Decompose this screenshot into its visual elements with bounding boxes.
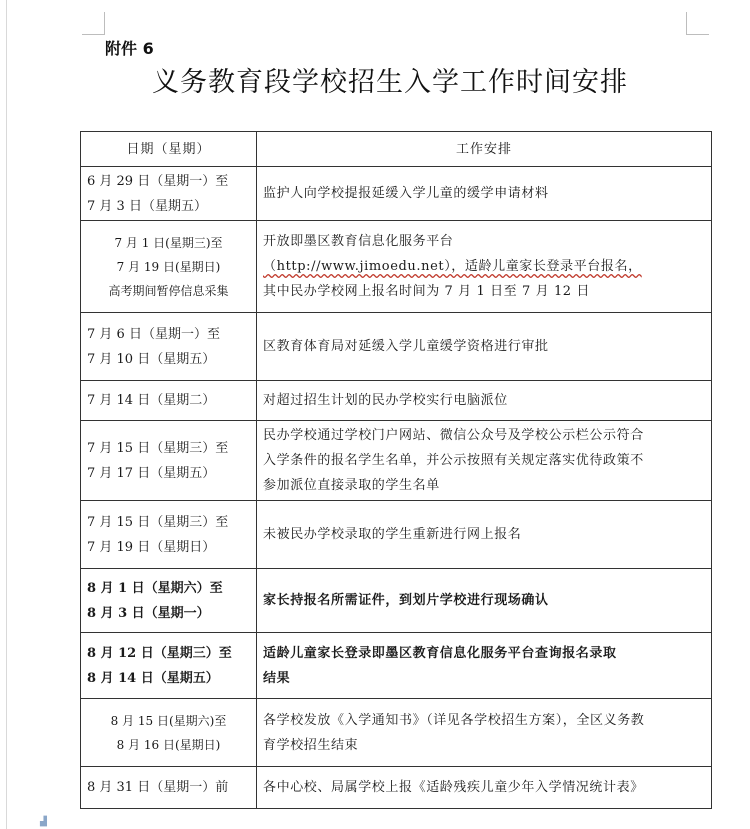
date-line: 7 月 6 日（星期一）至 [87, 326, 220, 342]
table-row [81, 767, 712, 809]
table-row [81, 501, 712, 569]
task-line: 入学条件的报名学生名单，并公示按照有关规定落实优待政策不 [263, 453, 644, 468]
task-cell [257, 699, 712, 767]
date-line: 8 月 31 日（星期一）前 [87, 780, 229, 795]
date-line: 8 月 1 日（星期六）至 [87, 580, 223, 596]
date-cell [81, 501, 257, 569]
table-row [81, 167, 712, 221]
date-line: 8 月 14 日（星期五） [87, 670, 219, 686]
column-header-date: 日期（星期） [81, 132, 257, 167]
task-cell [257, 221, 712, 313]
date-line: 8 月 15 日(星期六)至 [110, 713, 227, 728]
column-header-task: 工作安排 [257, 132, 712, 167]
attachment-label: 附件 6 [105, 39, 154, 58]
table-row [81, 699, 712, 767]
date-line: 7 月 19 日（星期日） [87, 539, 216, 555]
task-line: 育学校招生结束 [263, 737, 359, 753]
task-line: 未被民办学校录取的学生重新进行网上报名 [263, 527, 522, 542]
date-line: 7 月 10 日（星期五） [87, 351, 216, 367]
task-line: 监护人向学校提报延缓入学儿童的缓学申请材料 [263, 186, 549, 201]
task-line-url[interactable]: （http://www.jimoedu.net），适龄儿童家长登录平台报名， [263, 259, 642, 274]
task-line: 区教育体育局对延缓入学儿童缓学资格进行审批 [263, 339, 549, 354]
date-cell [81, 569, 257, 633]
date-cell [81, 381, 257, 421]
task-line: 民办学校通过学校门户网站、微信公众号及学校公示栏公示符合 [263, 428, 644, 443]
date-cell [81, 767, 257, 809]
crop-mark-top-right [686, 12, 709, 35]
table-row [81, 569, 712, 633]
task-line: 开放即墨区教育信息化服务平台 [263, 234, 454, 249]
table-row [81, 221, 712, 313]
date-cell [81, 421, 257, 501]
date-line: 高考期间暂停信息采集 [108, 283, 229, 298]
date-line: 7 月 19 日(星期日) [116, 259, 221, 274]
date-line: 8 月 3 日（星期一） [87, 605, 210, 621]
date-cell [81, 633, 257, 699]
task-line: 适龄儿童家长登录即墨区教育信息化服务平台查询报名录取 [263, 645, 617, 661]
date-line: 7 月 15 日（星期三）至 [87, 514, 229, 530]
task-line: 其中民办学校网上报名时间为 7 月 1 日至 7 月 12 日 [263, 284, 591, 299]
table-row [81, 381, 712, 421]
task-cell [257, 569, 712, 633]
crop-mark-top-left [82, 12, 105, 35]
task-cell [257, 167, 712, 221]
table-row [81, 633, 712, 699]
date-cell [81, 221, 257, 313]
task-line: 参加派位直接录取的学生名单 [263, 478, 440, 493]
task-line: 家长持报名所需证件，到划片学校进行现场确认 [263, 593, 549, 608]
task-line: 各中心校、局属学校上报《适龄残疾儿童少年入学情况统计表》 [263, 780, 644, 795]
task-line: 对超过招生计划的民办学校实行电脑派位 [263, 393, 508, 408]
page-left-edge [6, 0, 7, 829]
date-line: 6 月 29 日（星期一）至 [87, 173, 229, 189]
date-line: 7 月 14 日（星期二） [87, 393, 216, 408]
date-line: 8 月 12 日（星期三）至 [87, 645, 232, 661]
date-line: 7 月 17 日（星期五） [87, 465, 216, 481]
date-line: 8 月 16 日(星期日) [116, 737, 221, 752]
task-line: 结果 [263, 670, 291, 686]
task-cell [257, 421, 712, 501]
date-line: 7 月 1 日(星期三)至 [114, 235, 223, 250]
task-cell [257, 313, 712, 381]
task-line: 各学校发放《入学通知书》（详见各学校招生方案），全区义务教 [263, 712, 645, 728]
schedule-table [80, 131, 712, 809]
table-row [81, 421, 712, 501]
corner-marker-icon: ▟ [40, 817, 47, 827]
document-title: 义务教育段学校招生入学工作时间安排 [152, 67, 628, 98]
task-cell [257, 501, 712, 569]
task-cell [257, 767, 712, 809]
date-cell [81, 313, 257, 381]
date-cell [81, 167, 257, 221]
date-cell [81, 699, 257, 767]
task-cell [257, 633, 712, 699]
table-row [81, 313, 712, 381]
date-line: 7 月 3 日（星期五） [87, 198, 207, 214]
task-cell [257, 381, 712, 421]
date-line: 7 月 15 日（星期三）至 [87, 440, 229, 456]
table-header-row [81, 132, 712, 167]
